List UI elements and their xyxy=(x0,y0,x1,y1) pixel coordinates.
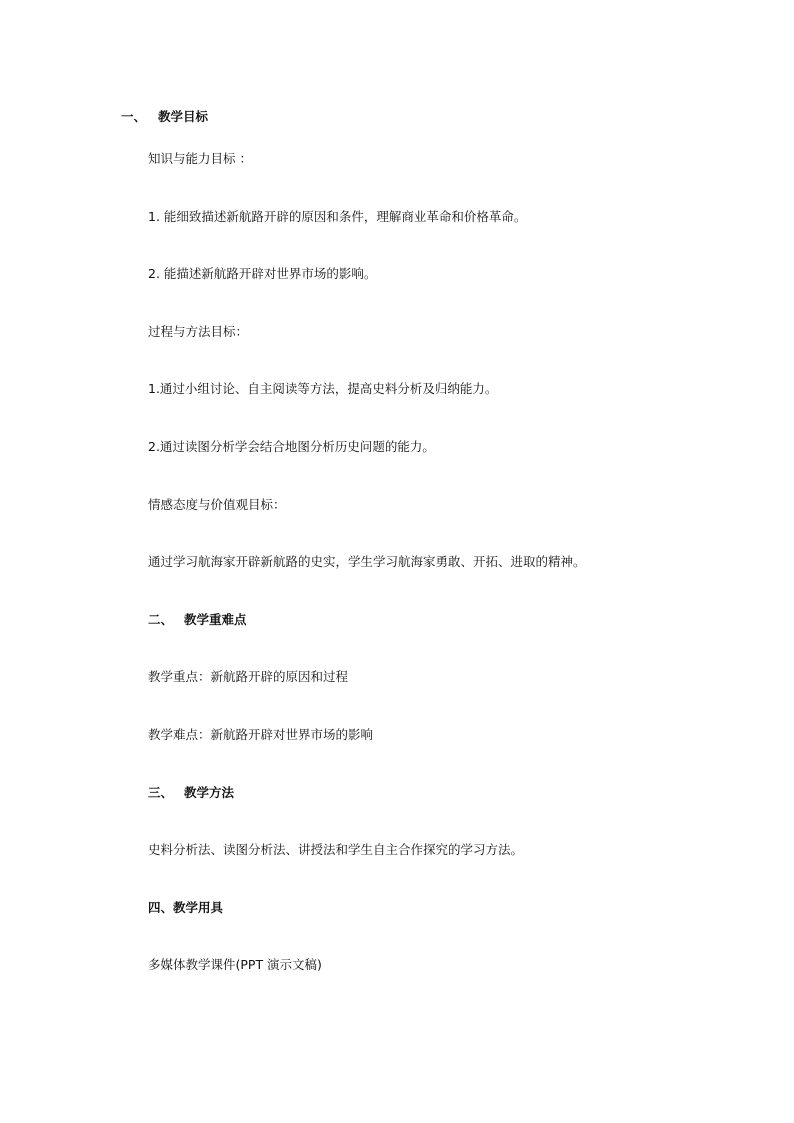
section-3-number: 三、 xyxy=(148,785,174,800)
difficult-point: 教学难点：新航路开辟对世界市场的影响 xyxy=(148,727,374,742)
process-heading: 过程与方法目标： xyxy=(148,324,249,339)
section-1-heading xyxy=(121,109,208,125)
section-3-title: 教学方法 xyxy=(184,785,235,800)
section-2-number: 二、 xyxy=(148,612,174,627)
knowledge-heading: 知识与能力目标 ： xyxy=(148,151,252,166)
emotion-item-1: 通过学习航海家开辟新航路的史实，学生学习航海家勇敢、开拓、进取的精神。 xyxy=(148,554,586,569)
key-point: 教学重点：新航路开辟的原因和过程 xyxy=(148,669,349,684)
emotion-heading: 情感态度与价值观目标： xyxy=(148,497,286,512)
section-4-heading: 四、教学用具 xyxy=(148,900,224,915)
section-3-heading xyxy=(148,785,234,801)
method-item-1: 史料分析法、读图分析法、讲授法和学生自主合作探究的学习方法。 xyxy=(148,842,524,857)
tools-item-1: 多媒体教学课件(PPT 演示文稿) xyxy=(148,957,322,972)
process-item-2: 2.通过读图分析学会结合地图分析历史问题的能力。 xyxy=(148,439,435,454)
section-1-number: 一、 xyxy=(121,109,147,124)
section-1-title: 教学目标 xyxy=(158,109,209,124)
knowledge-item-1: 1. 能细致描述新航路开辟的原因和条件，理解商业革命和价格革命。 xyxy=(148,209,527,224)
process-item-1: 1.通过小组讨论、自主阅读等方法，提高史料分析及归纳能力。 xyxy=(148,381,498,396)
knowledge-item-2: 2. 能描述新航路开辟对世界市场的影响。 xyxy=(148,266,377,281)
section-2-title: 教学重难点 xyxy=(184,612,247,627)
section-2-heading xyxy=(148,612,247,628)
